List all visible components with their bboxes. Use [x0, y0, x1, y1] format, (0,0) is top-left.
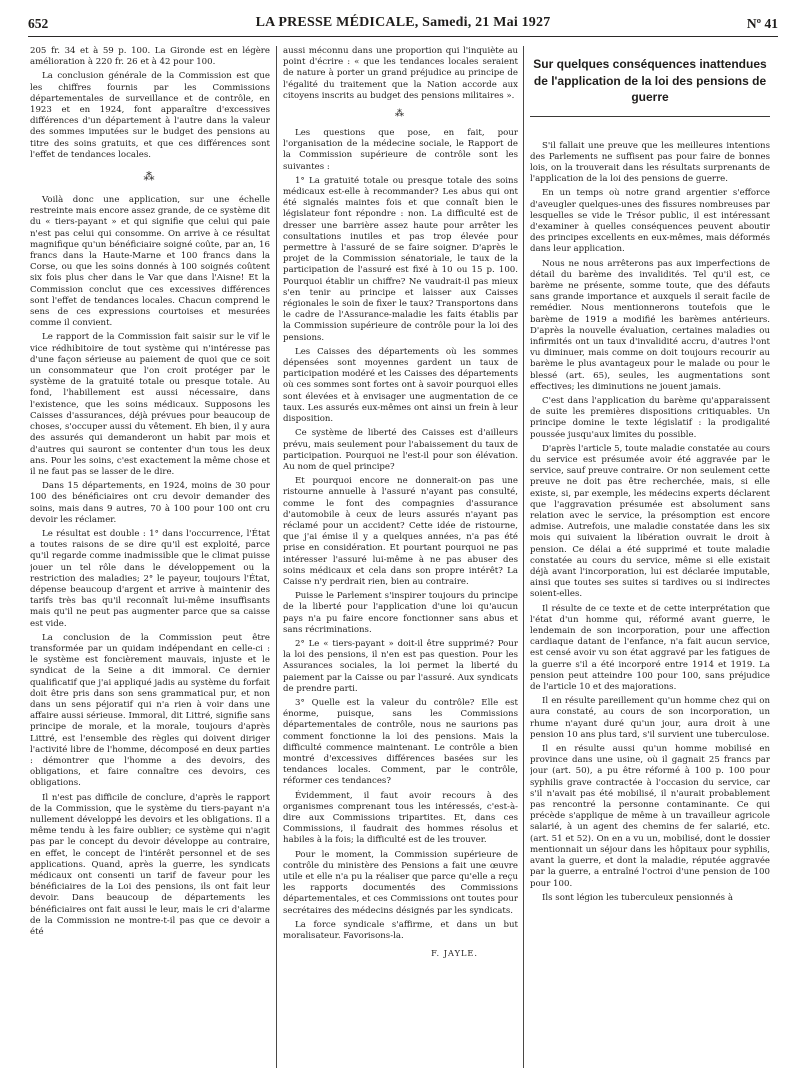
paragraph: Voilà donc une application, sur une échelle restreinte mais encore assez grande, de ce système dit du « tiers-payant » et qui signifie que celui qui paie n'est pas celui qui consomme. On arrive à ce résultat magnifique qu'un bénéficiaire soigné coûte, par an, 16 francs dans la Haute-Marne et 100 francs dans la Corse, ou que les soins donnés à 100 soignés coûtent six fois plus cher dans le Var que dans l'Aisne! Et la Commission conclut que ces excessives différences sont l'effet de tendances locales. Chacun comprend le sens de ces expressions courtoises et mesurées comme il convient.: [30, 195, 270, 329]
paragraph: Ils sont légion les tuberculeux pensionnés à: [542, 892, 733, 903]
paragraph: 2° Le « tiers-payant » doit-il être supprimé? Pour la loi des pensions, il n'en est pas question. Pour les Assurances sociales, la loi permet la liberté du paiement par la Caisse ou par l'assuré. Aux syndicats de prendre parti.: [283, 638, 518, 694]
paragraph: Le résultat est double : 1° dans l'occurrence, l'État a toutes raisons de se dire qu'il est exploité, parce qu'il regarde comme inadmissible que le climat puisse jouer un tel rôle dans le développement ou la restriction des maladies; 2° le payeur, toujours l'État, dépense beaucoup d'argent et arrive à maintenir des tarifs très bas qu'il reconnaît lui-même insuffisants mais qu'il ne peut pas augmenter parce que sa caisse est vide.: [30, 528, 270, 629]
paragraph: La conclusion générale de la Commission est que les chiffres fournis par les Commissions départementales de surveillance et de contrôle, en 1923 et en 1924, font apparaître d'excessives différences d'un département à l'autre dans la valeur des sommes imputées sur le budget des pensions au titre des soins gratuits, et que ces différences sont l'effet de tendances locales.: [30, 71, 270, 160]
paragraph: Les questions que pose, en fait, pour l'organisation de la médecine sociale, le Rapport de la Commission supérieure de contrôle sont les suivantes :: [283, 128, 518, 172]
paragraph: La conclusion de la Commission peut être transformée par un quidam indépendant en celle-ci : le système est foncièrement mauvais, injuste et le syndicat de la Seine a dit immoral. Ce dernier qualificatif que j'ai appliqué jadis au système du forfait doit être pris dans son sens grammatical pur, et non dans un sens péjoratif qui n'a rien à voir dans une affaire aussi sérieuse. Immoral, dit Littré, signifie sans principe de morale, et la morale, toujours d'après Littré, est l'ensemble des règles qui doivent diriger l'activité libre de l'homme, décomposé en deux parties : démontrer que l'homme a des devoirs, des obligations, et faire connaître ces devoirs, ces obligations.: [30, 632, 270, 789]
paragraph: Et pourquoi encore ne donnerait-on pas une ristourne annuelle à l'assuré n'ayant pas consulté, comme le font des compagnies d'assurance d'automobile à ceux de leurs assurés n'ayant pas réclamé pour un accident? Cette idée de ristourne, que j'ai émise il y a quelques années, n'a pas été prise en considération. Et pourtant pourquoi ne pas intéresser l'assuré lui-même à ne pas abuser des soins médicaux et cela dans son propre intérêt? La Caisse n'y perdrait rien, bien au contraire.: [283, 476, 518, 587]
column-divider: [276, 46, 277, 1068]
paragraph: Nous ne nous arrêterons pas aux imperfections de détail du barème des invalidités. Tel qu'il est, ce barème ne présente, somme toute, que des défauts sans grande importance et auxquels il serait facile de remédier. Nous mentionnerons toutefois que le barème de 1919 a modifié les barèmes antérieurs. D'après la nouvelle évaluation, certaines maladies ou infirmités ont un taux d'invalidité accru, d'autres l'ont vu diminuer, mais comme on doit toujours recourir au barème le plus avantageux pour le malade ou pour le blessé (art. 65), seules, les augmentations sont effectives; les diminutions ne jouent jamais.: [530, 258, 770, 392]
paragraph: Puisse le Parlement s'inspirer toujours du principe de la liberté pour l'application d'une loi qu'aucun pays n'a pu faire encore fonctionner sans abus et sans récriminations.: [283, 591, 518, 635]
paragraph: Le rapport de la Commission fait saisir sur le vif le vice rédhibitoire de tout système qui n'intéresse pas d'une façon sérieuse au paiement de quoi que ce soit un consommateur que l'on croit protéger par le système de la gratuité totale ou presque totale. Au fond, l'habillement est aussi nécessaire, dans l'existence, que les soins médicaux. Supposons les Caisses d'assurances, déjà prévues pour beaucoup de choses, s'occuper aussi du vêtement. Eh bien, il y aura des assurés qui demanderont un habit par mois et d'autres qui sauront se contenter d'un tous les deux ans. Pour les soins, c'est exactement la même chose et il ne faut pas se lasser de le dire.: [30, 332, 270, 477]
paragraph: Évidemment, il faut avoir recours à des organismes comprenant tous les intéressés, c'est-à-dire aux Commissions tripartites. Et, dans ces Commissions, il faudrait des hommes résolus et habiles à la fois; la difficulté est de les trouver.: [283, 790, 518, 846]
paragraph: 205 fr. 34 et à 59 p. 100. La Gironde est en légère amélioration à 220 fr. 26 et à 42 pour 100.: [30, 46, 270, 68]
paragraph: S'il fallait une preuve que les meilleures intentions des Parlements ne suffisent pas pour faire de bonnes lois, on la trouverait dans les résultats surprenants de l'application de la loi des pensions de guerre.: [530, 140, 770, 185]
column-left: [30, 46, 270, 1072]
column-middle: [283, 46, 518, 1072]
paragraph: 3° Quelle est la valeur du contrôle? Elle est énorme, puisque, sans les Commissions départementales de contrôle, nous ne saurions pas comment fonctionne la loi des pensions. Mais la difficulté commence maintenant. Le contrôle a bien montré d'excessives différences basées sur les tendances locales. Comment, par le contrôle, réformer ces tendances?: [283, 697, 518, 787]
column-right: [530, 46, 770, 1072]
page-number: 652: [28, 16, 49, 31]
paragraph: Dans 15 départements, en 1924, moins de 30 pour 100 des bénéficiaires ont cru devoir demander des soins, mais dans 9 autres, 70 à 100 pour 100 ont cru devoir les réclamer.: [30, 481, 270, 525]
journal-title: LA PRESSE MÉDICALE, Samedi, 21 Mai 1927: [255, 15, 551, 30]
paragraph: aussi méconnu dans une proportion qui l'inquiète au point d'écrire : « que les tendances locales seraient de nature à porter un grand préjudice au principe de l'égalité du traitement que la Nation accorde aux citoyens inscrits au budget des pensions militaires ».: [283, 46, 518, 101]
paragraph: C'est dans l'application du barème qu'apparaissent de suite les premières dispositions critiquables. Un principe domine le texte législatif : la prodigalité poussée jusqu'aux limites du possible.: [530, 395, 770, 440]
paragraph: Il résulte de ce texte et de cette interprétation que l'état d'un homme qui, réformé avant guerre, le lendemain de son incorporation, pour une affection cardiaque datant de l'enfance, n'a fait aucun service, est censé avoir vu son état aggravé par les fatigues de la guerre s'il a été incorporé entre 1914 et 1919. La pension peut atteindre 100 pour 100, sans préjudice de l'article 10 et des majorations.: [530, 603, 770, 693]
column-divider: [523, 46, 524, 1068]
paragraph: En un temps où notre grand argentier s'efforce d'aveugler quelques-unes des fissures nombreuses par lesquelles se vide le Trésor public, il est intéressant d'examiner à quelles conséquences peuvent aboutir des principes excellents en eux-mêmes, mais déformés dans leur application.: [530, 188, 770, 255]
asterism-separator: ⁂: [395, 109, 406, 120]
paragraph: 1° La gratuité totale ou presque totale des soins médicaux est-elle à recommander? Les abus qui ont été signalés maintes fois et que connaît bien le législateur font répondre : non. La difficulté est de dresser une barrière assez haute pour arrêter les consultations inutiles et pas trop élevée pour permettre à l'assuré de se faire soigner. D'après le projet de la Commission sénatoriale, le taux de la participation de l'assuré est fixé à 10 ou 15 p. 100. Pourquoi établir un chiffre? Ne vaudrait-il pas mieux s'en tenir au principe et laisser aux Caisses régionales le soin de fixer le taux? Transportons dans le cadre de l'Assurance-maladie les faits établis par la Commission supérieure de contrôle pour la loi des pensions.: [283, 175, 518, 343]
paragraph: Il en résulte aussi qu'un homme mobilisé en province dans une usine, où il gagnait 25 francs par jour (art. 50), a pu être réformé à 100 p. 100 pour syphilis grave contractée à l'occasion du service, car s'il n'avait pas été mobilisé, il n'aurait probablement pas rencontré la personne contaminante. Ce qui précède s'applique de même à un travailleur agricole salarié, à un agent des chemins de fer salarié, etc. (art. 51 et 52). On en a vu un, mobilisé, dont le dossier mentionnait un séjour dans les hôpitaux pour syphilis, avant la guerre, et dont la maladie, réputée aggravée par la guerre, a entraîné l'octroi d'une pension de 100 pour 100.: [530, 744, 770, 889]
paragraph: Ce système de liberté des Caisses est d'ailleurs prévu, mais seulement pour l'abaissement du taux de participation. Pourquoi ne l'est-il pour son élévation. Au nom de quel principe?: [283, 428, 518, 472]
paragraph: La force syndicale s'affirme, et dans un but moralisateur. Favorisons-la.: [283, 919, 518, 942]
issue-number: Nº 41: [746, 16, 778, 31]
paragraph: Il en résulte pareillement qu'un homme chez qui on aura constaté, au cours de son incorporation, un rhume n'ayant duré qu'un jour, aura droit à une pension 10 ans plus tard, s'il survient une tuberculose.: [530, 696, 770, 740]
author-signature: F. JAYLE.: [431, 948, 478, 959]
asterism-separator: ⁂: [143, 170, 157, 184]
paragraph: Pour le moment, la Commission supérieure de contrôle du ministère des Pensions a fait une œuvre utile et elle n'a pu la réaliser que parce qu'elle a reçu les rapports documentés des Commissions départementales, et ces Commissions ont toutes pour secrétaires des médecins désignés par les syndicats.: [283, 849, 518, 916]
paragraph: D'après l'article 5, toute maladie constatée au cours du service est présumée avoir été aggravée par le service, sauf preuve contraire. Or non seulement cette preuve ne doit pas être recherchée, mais, si elle existe, si, par exemple, les médecins experts déclarent que l'aggravation présumée est absolument sans relation avec le service, la présomption est encore admise. Autrefois, une maladie constatée dans les six mois qui suivaient la libération ouvrait le droit à pension. Ce délai a été supprimé et toute maladie constatée au cours du service, même si elle existait déjà avant l'incorporation, lui est déclarée imputable, ainsi que toutes ses suites si tardives ou si indirectes soient-elles.: [530, 443, 770, 600]
paragraph: Il n'est pas difficile de conclure, d'après le rapport de la Commission, que le système du tiers-payant n'a nullement développé les devoirs et les obligations. Il a même tendu à les faire oublier; ce système qui n'agit pas par le concept du devoir développe au contraire, en effet, le concept de l'intérêt personnel et de ses applications. Quand, après la guerre, les syndicats médicaux ont consenti un tarif de faveur pour les bénéficiaires de la Loi des pensions, ils ont fait leur devoir. Dans beaucoup de départements les bénéficiaires ont fait aussi le leur, mais le cri d'alarme de la Commission ne montre-t-il pas que ce devoir a été: [30, 792, 270, 938]
paragraph: Les Caisses des départements où les sommes dépensées sont moyennes gardent un taux de participation modéré et les Caisses des départements où ces sommes sont fortes ont à savoir pourquoi elles sont élevées et à envisager une augmentation de ce taux. Les assurés eux-mêmes ont ainsi un frein à leur disposition.: [283, 346, 518, 425]
page-header: [28, 14, 778, 37]
article-title: Sur quelques conséquences inattendues de l'application de la loi des pensions de guerre: [530, 48, 770, 117]
